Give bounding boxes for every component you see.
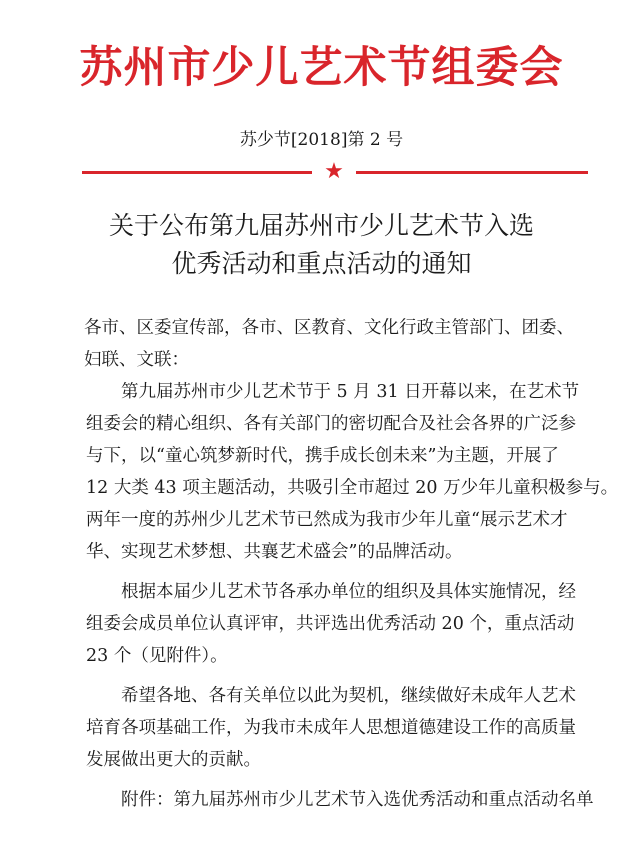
- notice-body: [84, 312, 619, 816]
- divider-line-right: [356, 171, 588, 174]
- divider-line-left: [82, 171, 312, 174]
- paragraph-2-line-3: 23 个（见附件）。: [86, 646, 228, 666]
- paragraph-3-line-3: 发展做出更大的贡献。: [86, 750, 261, 770]
- attachment-line: 附件：第九届苏州市少儿艺术节入选优秀活动和重点活动名单: [121, 790, 594, 810]
- notice-title-line-1: 关于公布第九届苏州市少儿艺术节入选: [108, 211, 534, 240]
- notice-title-line-2: 优秀活动和重点活动的通知: [171, 249, 472, 278]
- red-divider: [82, 159, 588, 184]
- paragraph-1-line-2: 组委会的精心组织、各有关部门的密切配合及社会各界的广泛参: [86, 414, 576, 434]
- issuing-organization-header: 苏州市少儿艺术节组委会: [79, 43, 564, 93]
- notice-title: [0, 207, 643, 283]
- paragraph-2-line-2: 组委会成员单位认真评审，共评选出优秀活动 20 个，重点活动: [86, 614, 575, 634]
- star-icon: ★: [324, 159, 344, 184]
- salutation-line-1: 各市、区委宣传部，各市、区教育、文化行政主管部门、团委、: [84, 318, 574, 338]
- document-number: 苏少节[2018]第 2 号: [239, 130, 404, 150]
- paragraph-1-line-4: 12 大类 43 项主题活动，共吸引全市超过 20 万少年儿童积极参与。: [86, 478, 619, 498]
- paragraph-1-line-3: 与下，以“童心筑梦新时代，携手成长创未来”为主题，开展了: [86, 446, 559, 466]
- paragraph-1-line-1: 第九届苏州市少儿艺术节于 5 月 31 日开幕以来，在艺术节: [121, 382, 580, 402]
- paragraph-3-line-2: 培育各项基础工作，为我市未成年人思想道德建设工作的高质量: [86, 718, 576, 738]
- salutation-line-2: 妇联、文联：: [84, 350, 189, 370]
- paragraph-3-line-1: 希望各地、各有关单位以此为契机，继续做好未成年人艺术: [121, 686, 576, 706]
- paragraph-1-line-6: 华、实现艺术梦想、共襄艺术盛会”的品牌活动。: [86, 542, 463, 562]
- paragraph-2-line-1: 根据本届少儿艺术节各承办单位的组织及具体实施情况，经: [121, 582, 576, 602]
- paragraph-1-line-5: 两年一度的苏州少儿艺术节已然成为我市少年儿童“展示艺术才: [86, 510, 568, 530]
